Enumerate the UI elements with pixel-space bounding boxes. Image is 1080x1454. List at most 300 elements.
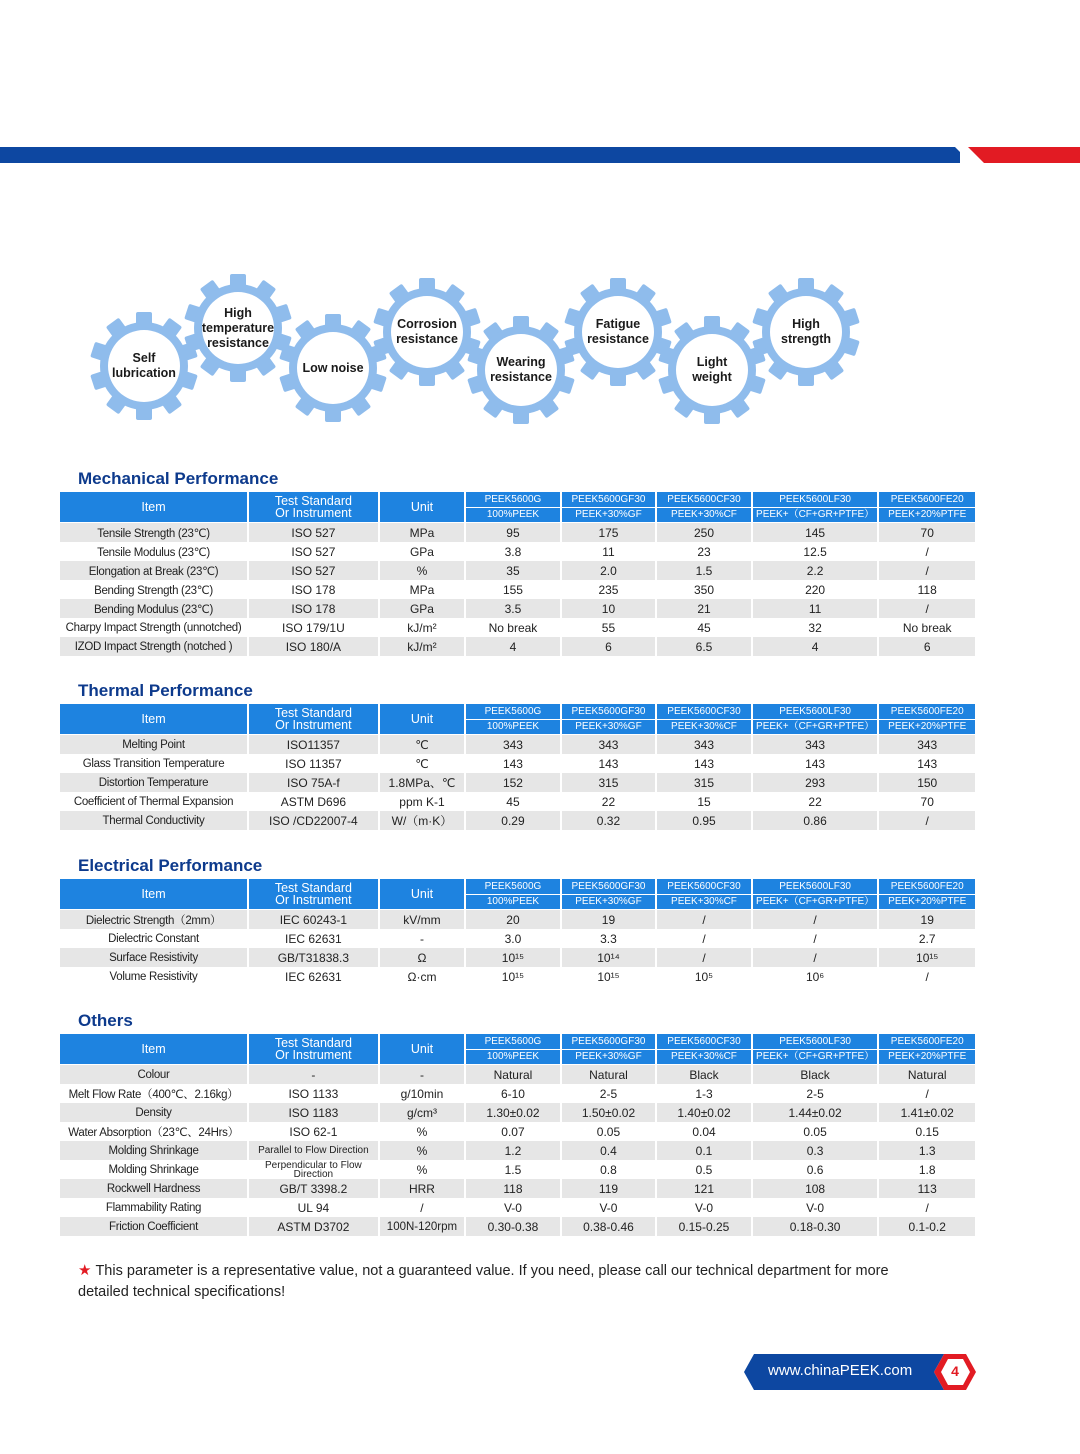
row-unit: Ω·cm — [380, 967, 466, 986]
row-value: 1-3 — [657, 1084, 753, 1103]
row-value: 0.86 — [753, 811, 880, 830]
table-row — [60, 561, 975, 580]
header-std-line1: Test Standard — [274, 494, 352, 508]
thermal-table — [60, 704, 975, 830]
product-composition: PEEK+30%CF — [657, 508, 753, 524]
row-unit: - — [380, 1065, 466, 1084]
others-title: Others — [78, 1011, 133, 1030]
row-value: 1.8 — [879, 1160, 975, 1179]
row-item: Bending Strength (23℃) — [60, 580, 249, 599]
row-value: 0.30-0.38 — [466, 1217, 562, 1236]
table-row — [60, 811, 975, 830]
others-table — [60, 1034, 975, 1236]
row-value: 6 — [879, 637, 975, 656]
table-row — [60, 735, 975, 754]
row-value: 113 — [879, 1179, 975, 1198]
feature-label: Light weight — [692, 355, 732, 384]
row-unit: GPa — [380, 542, 466, 561]
product-name: PEEK5600FE20 — [879, 1034, 975, 1050]
row-value: 143 — [753, 754, 880, 773]
row-unit: GPa — [380, 599, 466, 618]
row-unit: Ω — [380, 948, 466, 967]
row-value: 152 — [466, 773, 562, 792]
row-value: / — [753, 929, 880, 948]
row-value: 108 — [753, 1179, 880, 1198]
row-value: 0.04 — [657, 1122, 753, 1141]
row-value: 343 — [879, 735, 975, 754]
table-row — [60, 1217, 975, 1236]
row-value: 0.15-0.25 — [657, 1217, 753, 1236]
row-value: No break — [466, 618, 562, 637]
row-unit: kJ/m² — [380, 618, 466, 637]
row-value: 155 — [466, 580, 562, 599]
row-value: Natural — [562, 1065, 658, 1084]
row-value: / — [657, 948, 753, 967]
row-item: Tensile Strength (23℃) — [60, 523, 249, 542]
header-std-line2: Or Instrument — [275, 893, 352, 907]
product-composition: 100%PEEK — [466, 895, 562, 911]
feature-label: Self lubrication — [112, 351, 176, 380]
thermal-title: Thermal Performance — [78, 681, 253, 700]
row-value: 143 — [562, 754, 658, 773]
row-standard: ISO 178 — [249, 580, 380, 599]
feature-high-strength — [750, 276, 862, 388]
row-value: 0.18-0.30 — [753, 1217, 880, 1236]
row-value: 3.5 — [466, 599, 562, 618]
header-test-standard — [249, 879, 380, 910]
row-value: 315 — [562, 773, 658, 792]
electrical-title: Electrical Performance — [78, 856, 263, 875]
row-value: 1.5 — [657, 561, 753, 580]
row-unit: % — [380, 1160, 466, 1179]
header-std-line1: Test Standard — [274, 1036, 352, 1050]
row-value: 6.5 — [657, 637, 753, 656]
mechanical-title: Mechanical Performance — [78, 469, 279, 488]
row-standard: ASTM D3702 — [249, 1217, 380, 1236]
row-value: Black — [657, 1065, 753, 1084]
row-unit: % — [380, 561, 466, 580]
product-name: PEEK5600CF30 — [657, 1034, 753, 1050]
row-item: Distortion Temperature — [60, 773, 249, 792]
row-standard: ISO 178 — [249, 599, 380, 618]
product-name: PEEK5600FE20 — [879, 879, 975, 895]
row-value: 15 — [657, 792, 753, 811]
row-standard: ISO 179/1U — [249, 618, 380, 637]
note-text: This parameter is a representative value, not a guaranteed value. If you need, please call our technical department for more detailed technical specifications! — [78, 1263, 889, 1300]
product-name: PEEK5600LF30 — [753, 1034, 880, 1050]
row-standard: IEC 60243-1 — [249, 910, 380, 929]
row-standard: ISO 1133 — [249, 1084, 380, 1103]
product-name: PEEK5600LF30 — [753, 492, 880, 508]
row-value: 293 — [753, 773, 880, 792]
star-icon: ★ — [78, 1262, 92, 1279]
row-item: Rockwell Hardness — [60, 1179, 249, 1198]
row-value: 1.5 — [466, 1160, 562, 1179]
table-row — [60, 523, 975, 542]
product-name: PEEK5600FE20 — [879, 704, 975, 720]
header-test-standard — [249, 1034, 380, 1065]
row-standard: ISO 1183 — [249, 1103, 380, 1122]
row-value: 121 — [657, 1179, 753, 1198]
row-item: Volume Resistivity — [60, 967, 249, 986]
row-value: 22 — [753, 792, 880, 811]
row-item: Elongation at Break (23℃) — [60, 561, 249, 580]
product-composition: 100%PEEK — [466, 1050, 562, 1066]
row-value: V-0 — [657, 1198, 753, 1217]
table-row — [60, 1065, 975, 1084]
row-value: 70 — [879, 792, 975, 811]
top-color-band — [0, 147, 1080, 163]
row-item: Coefficient of Thermal Expansion — [60, 792, 249, 811]
row-value: 45 — [657, 618, 753, 637]
row-standard: ISO /CD22007-4 — [249, 811, 380, 830]
row-value: 0.95 — [657, 811, 753, 830]
table-row — [60, 1084, 975, 1103]
row-standard: GB/T31838.3 — [249, 948, 380, 967]
table-row — [60, 754, 975, 773]
row-value: 315 — [657, 773, 753, 792]
table-row — [60, 618, 975, 637]
table-row — [60, 910, 975, 929]
row-value: 250 — [657, 523, 753, 542]
row-value: 0.5 — [657, 1160, 753, 1179]
table-row — [60, 1198, 975, 1217]
mechanical-table — [60, 492, 975, 656]
page-number: 4 — [951, 1363, 959, 1379]
header-std-line2: Or Instrument — [275, 506, 352, 520]
row-standard: ISO 62-1 — [249, 1122, 380, 1141]
row-value: Natural — [879, 1065, 975, 1084]
row-unit: HRR — [380, 1179, 466, 1198]
row-value: 343 — [657, 735, 753, 754]
row-standard: ISO 527 — [249, 561, 380, 580]
row-value: 0.05 — [562, 1122, 658, 1141]
product-name: PEEK5600GF30 — [562, 879, 658, 895]
row-standard: ISO 11357 — [249, 754, 380, 773]
row-value: / — [879, 967, 975, 986]
row-value: 11 — [562, 542, 658, 561]
row-value: / — [879, 542, 975, 561]
table-row — [60, 1160, 975, 1179]
row-value: / — [879, 1084, 975, 1103]
row-standard: Parallel to Flow Direction — [249, 1141, 380, 1160]
product-name: PEEK5600CF30 — [657, 879, 753, 895]
table-row — [60, 637, 975, 656]
row-value: 145 — [753, 523, 880, 542]
row-standard: IEC 62631 — [249, 929, 380, 948]
feature-label: High temperature resistance — [201, 305, 275, 350]
product-name: PEEK5600GF30 — [562, 492, 658, 508]
row-value: 0.15 — [879, 1122, 975, 1141]
row-value: / — [657, 910, 753, 929]
table-row — [60, 792, 975, 811]
feature-label: Wearing resistance — [490, 355, 552, 384]
row-unit: g/10min — [380, 1084, 466, 1103]
product-name: PEEK5600CF30 — [657, 704, 753, 720]
row-value: 1.2 — [466, 1141, 562, 1160]
row-unit: ℃ — [380, 754, 466, 773]
product-name: PEEK5600G — [466, 492, 562, 508]
product-composition: PEEK+20%PTFE — [879, 720, 975, 736]
row-value: 143 — [879, 754, 975, 773]
product-name: PEEK5600LF30 — [753, 879, 880, 895]
row-value: 0.3 — [753, 1141, 880, 1160]
header-test-standard — [249, 492, 380, 523]
row-value: 0.4 — [562, 1141, 658, 1160]
row-value: 3.0 — [466, 929, 562, 948]
product-name: PEEK5600GF30 — [562, 704, 658, 720]
product-name: PEEK5600CF30 — [657, 492, 753, 508]
row-standard: ISO11357 — [249, 735, 380, 754]
product-composition: PEEK+30%GF — [562, 720, 658, 736]
row-standard: IEC 62631 — [249, 967, 380, 986]
feature-label: Corrosion resistance — [396, 317, 458, 346]
row-unit: / — [380, 1198, 466, 1217]
row-value: 343 — [466, 735, 562, 754]
row-unit: % — [380, 1141, 466, 1160]
row-value: 0.8 — [562, 1160, 658, 1179]
disclaimer-note — [78, 1260, 938, 1303]
row-item: Friction Coefficient — [60, 1217, 249, 1236]
row-standard: UL 94 — [249, 1198, 380, 1217]
row-value: 118 — [466, 1179, 562, 1198]
row-item: Molding Shrinkage — [60, 1160, 249, 1179]
row-value: 10¹⁵ — [562, 967, 658, 986]
row-value: 0.6 — [753, 1160, 880, 1179]
table-row — [60, 580, 975, 599]
row-item: Dielectric Strength（2mm） — [60, 910, 249, 929]
row-value: 2.0 — [562, 561, 658, 580]
row-value: 32 — [753, 618, 880, 637]
row-value: 2.2 — [753, 561, 880, 580]
table-row — [60, 542, 975, 561]
row-value: V-0 — [466, 1198, 562, 1217]
row-standard: GB/T 3398.2 — [249, 1179, 380, 1198]
row-item: Glass Transition Temperature — [60, 754, 249, 773]
row-value: 35 — [466, 561, 562, 580]
row-value: 10¹⁵ — [466, 967, 562, 986]
row-value: Black — [753, 1065, 880, 1084]
row-item: Melt Flow Rate（400℃、2.16kg） — [60, 1084, 249, 1103]
product-composition: PEEK+（CF+GR+PTFE） — [753, 720, 880, 736]
row-value: 2.7 — [879, 929, 975, 948]
product-composition: PEEK+20%PTFE — [879, 508, 975, 524]
row-value: / — [657, 929, 753, 948]
row-item: Thermal Conductivity — [60, 811, 249, 830]
row-unit: % — [380, 1122, 466, 1141]
row-value: 350 — [657, 580, 753, 599]
row-value: 1.3 — [879, 1141, 975, 1160]
row-value: 3.3 — [562, 929, 658, 948]
product-name: PEEK5600FE20 — [879, 492, 975, 508]
header-test-standard — [249, 704, 380, 735]
feature-wearing-resistance — [465, 314, 577, 426]
table-row — [60, 1141, 975, 1160]
row-value: 4 — [753, 637, 880, 656]
row-value: 235 — [562, 580, 658, 599]
product-name: PEEK5600G — [466, 1034, 562, 1050]
row-value: 175 — [562, 523, 658, 542]
row-item: Flammability Rating — [60, 1198, 249, 1217]
row-standard: ISO 75A-f — [249, 773, 380, 792]
row-value: 10⁵ — [657, 967, 753, 986]
feature-gears — [80, 270, 880, 450]
row-value: 2-5 — [562, 1084, 658, 1103]
header-std-line2: Or Instrument — [275, 718, 352, 732]
electrical-table — [60, 879, 975, 986]
row-standard: Perpendicular to Flow Direction — [249, 1160, 380, 1179]
product-composition: PEEK+（CF+GR+PTFE） — [753, 508, 880, 524]
feature-label: Fatigue resistance — [587, 317, 649, 346]
row-unit: MPa — [380, 523, 466, 542]
header-std-line1: Test Standard — [274, 706, 352, 720]
row-standard: ISO 180/A — [249, 637, 380, 656]
header-unit: Unit — [380, 879, 466, 910]
row-unit: 100N-120rpm — [380, 1217, 466, 1236]
row-value: 10 — [562, 599, 658, 618]
row-item: Density — [60, 1103, 249, 1122]
product-composition: 100%PEEK — [466, 720, 562, 736]
row-item: Tensile Modulus (23℃) — [60, 542, 249, 561]
table-row — [60, 948, 975, 967]
row-value: 143 — [657, 754, 753, 773]
header-unit: Unit — [380, 1034, 466, 1065]
row-value: 0.1-0.2 — [879, 1217, 975, 1236]
row-value: 2-5 — [753, 1084, 880, 1103]
row-value: 0.07 — [466, 1122, 562, 1141]
feature-label: Low noise — [302, 360, 364, 375]
product-composition: PEEK+（CF+GR+PTFE） — [753, 1050, 880, 1066]
product-composition: PEEK+30%GF — [562, 1050, 658, 1066]
product-composition: PEEK+30%GF — [562, 508, 658, 524]
row-unit: ppm K-1 — [380, 792, 466, 811]
row-value: 11 — [753, 599, 880, 618]
row-value: 0.05 — [753, 1122, 880, 1141]
row-value: 1.50±0.02 — [562, 1103, 658, 1122]
header-item: Item — [60, 1034, 249, 1065]
product-composition: 100%PEEK — [466, 508, 562, 524]
header-unit: Unit — [380, 492, 466, 523]
table-row — [60, 599, 975, 618]
header-std-line2: Or Instrument — [275, 1048, 352, 1062]
row-value: 6-10 — [466, 1084, 562, 1103]
row-value: / — [879, 599, 975, 618]
product-composition: PEEK+30%CF — [657, 895, 753, 911]
row-value: 6 — [562, 637, 658, 656]
row-value: 3.8 — [466, 542, 562, 561]
row-standard: ISO 527 — [249, 542, 380, 561]
row-value: / — [879, 1198, 975, 1217]
row-value: No break — [879, 618, 975, 637]
row-value: / — [753, 948, 880, 967]
header-item: Item — [60, 879, 249, 910]
row-value: 19 — [562, 910, 658, 929]
product-composition: PEEK+（CF+GR+PTFE） — [753, 895, 880, 911]
row-value: 118 — [879, 580, 975, 599]
row-value: 70 — [879, 523, 975, 542]
row-value: 1.40±0.02 — [657, 1103, 753, 1122]
product-name: PEEK5600GF30 — [562, 1034, 658, 1050]
product-composition: PEEK+20%PTFE — [879, 1050, 975, 1066]
product-name: PEEK5600LF30 — [753, 704, 880, 720]
header-std-line1: Test Standard — [274, 881, 352, 895]
row-value: 1.41±0.02 — [879, 1103, 975, 1122]
row-standard: ISO 527 — [249, 523, 380, 542]
row-item: Molding Shrinkage — [60, 1141, 249, 1160]
product-composition: PEEK+30%CF — [657, 1050, 753, 1066]
product-composition: PEEK+20%PTFE — [879, 895, 975, 911]
row-value: 21 — [657, 599, 753, 618]
row-unit: MPa — [380, 580, 466, 599]
row-value: 10¹⁴ — [562, 948, 658, 967]
row-value: 10⁶ — [753, 967, 880, 986]
row-value: 22 — [562, 792, 658, 811]
row-unit: g/cm³ — [380, 1103, 466, 1122]
row-value: / — [753, 910, 880, 929]
row-value: 343 — [753, 735, 880, 754]
table-row — [60, 1179, 975, 1198]
product-name: PEEK5600G — [466, 704, 562, 720]
table-row — [60, 773, 975, 792]
row-value: 19 — [879, 910, 975, 929]
row-value: / — [879, 561, 975, 580]
header-unit: Unit — [380, 704, 466, 735]
row-unit: kJ/m² — [380, 637, 466, 656]
product-composition: PEEK+30%CF — [657, 720, 753, 736]
row-value: 95 — [466, 523, 562, 542]
row-value: V-0 — [753, 1198, 880, 1217]
row-unit: W/（m·K） — [380, 811, 466, 830]
row-value: 220 — [753, 580, 880, 599]
row-value: 10¹⁵ — [879, 948, 975, 967]
row-value: 45 — [466, 792, 562, 811]
row-value: 1.44±0.02 — [753, 1103, 880, 1122]
row-item: Dielectric Constant — [60, 929, 249, 948]
product-composition: PEEK+30%GF — [562, 895, 658, 911]
row-item: Melting Point — [60, 735, 249, 754]
row-value: 0.38-0.46 — [562, 1217, 658, 1236]
table-row — [60, 929, 975, 948]
header-item: Item — [60, 492, 249, 523]
table-row — [60, 1103, 975, 1122]
row-item: Colour — [60, 1065, 249, 1084]
row-unit: 1.8MPa、℃ — [380, 773, 466, 792]
row-item: IZOD Impact Strength (notched ) — [60, 637, 249, 656]
row-value: 343 — [562, 735, 658, 754]
row-value: 55 — [562, 618, 658, 637]
row-value: 0.29 — [466, 811, 562, 830]
row-item: Charpy Impact Strength (unnotched) — [60, 618, 249, 637]
row-value: 4 — [466, 637, 562, 656]
row-value: V-0 — [562, 1198, 658, 1217]
row-value: 150 — [879, 773, 975, 792]
row-value: 23 — [657, 542, 753, 561]
row-standard: ASTM D696 — [249, 792, 380, 811]
row-standard: - — [249, 1065, 380, 1084]
website-link[interactable]: www.chinaPEEK.com — [768, 1362, 913, 1379]
header-item: Item — [60, 704, 249, 735]
row-value: 12.5 — [753, 542, 880, 561]
row-value: 10¹⁵ — [466, 948, 562, 967]
row-unit: - — [380, 929, 466, 948]
row-value: 0.32 — [562, 811, 658, 830]
product-name: PEEK5600G — [466, 879, 562, 895]
row-unit: ℃ — [380, 735, 466, 754]
row-value: / — [879, 811, 975, 830]
row-value: 0.1 — [657, 1141, 753, 1160]
table-row — [60, 967, 975, 986]
feature-label: High strength — [781, 317, 831, 346]
